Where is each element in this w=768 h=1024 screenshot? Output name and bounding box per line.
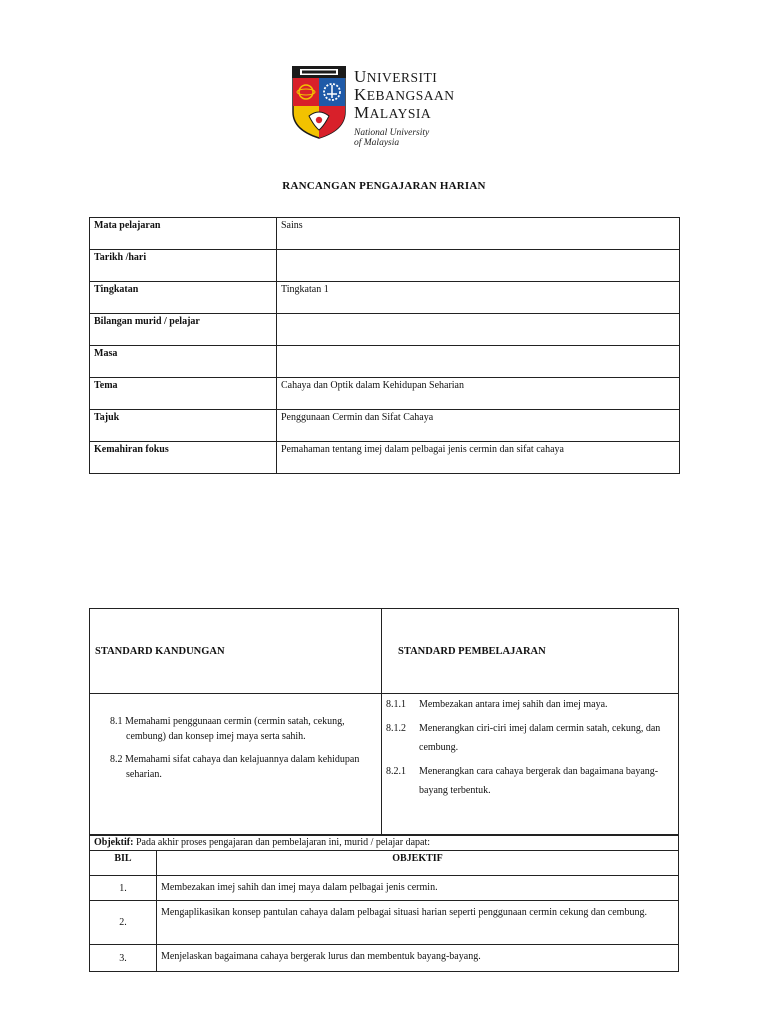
info-label: Masa [90,346,277,378]
info-label: Tingkatan [90,282,277,314]
pembelajaran-text: Membezakan antara imej sahih dan imej maya. [419,699,608,710]
logo-wordmark [354,68,455,148]
info-value [277,314,680,346]
info-label: Mata pelajaran [90,218,277,250]
info-row-topic [90,410,680,442]
standards-table [89,608,679,836]
standards-body-row [90,694,679,836]
objectives-intro-label: Objektif: [94,837,134,848]
objective-text: Membezakan imej sahih dan imej maya dalam pelbagai jenis cermin. [157,876,679,901]
info-label: Bilangan murid / pelajar [90,314,277,346]
kandungan-item: 8.2 Memahami sifat cahaya dan kelajuannya dalam kehidupan seharian. [110,754,360,780]
objective-number: 1. [90,876,157,901]
objectives-intro-row [90,835,679,851]
objective-text: Mengaplikasikan konsep pantulan cahaya dalam pelbagai situasi harian seperti penggunaan cermin cekung dan cembung. [157,901,679,945]
info-value: Sains [277,218,680,250]
pembelajaran-text: Menerangkan ciri-ciri imej dalam cermin satah, cekung, dan cembung. [419,723,661,753]
info-value: Cahaya dan Optik dalam Kehidupan Seharian [277,378,680,410]
logo-line-2: KEBANGSAAN [354,85,455,104]
logo-subtitle-1: National University [354,128,430,138]
pembelajaran-item [386,719,672,757]
logo-line-3: MALAYSIA [354,103,432,122]
info-label: Tajuk [90,410,277,442]
document-title: RANCANGAN PENGAJARAN HARIAN [282,180,486,192]
info-row-form [90,282,680,314]
info-value [277,346,680,378]
info-value: Penggunaan Cermin dan Sifat Cahaya [277,410,680,442]
info-label: Kemahiran fokus [90,442,277,474]
pembelajaran-number: 8.1.1 [386,699,406,710]
info-label: Tarikh /hari [90,250,277,282]
info-row-student-count [90,314,680,346]
objective-number: 2. [90,901,157,945]
column-header-bil: BIL [90,851,157,876]
standard-pembelajaran-header: STANDARD PEMBELAJARAN [382,609,679,694]
logo-line-1: UNIVERSITI [354,67,438,86]
info-value: Pemahaman tentang imej dalam pelbagai jenis cermin dan sifat cahaya [277,442,680,474]
standards-header-row [90,609,679,694]
objective-row [90,945,679,972]
info-value [277,250,680,282]
objectives-header-row [90,851,679,876]
standard-kandungan-cell [90,694,382,836]
objectives-table [89,834,679,972]
pembelajaran-number: 8.1.2 [386,723,406,734]
kandungan-item: 8.1 Memahami penggunaan cermin (cermin satah, cekung, cembung) dan konsep imej maya serta sahih. [110,716,345,742]
standard-pembelajaran-cell [382,694,679,836]
standard-kandungan-header: STANDARD KANDUNGAN [90,609,382,694]
crest-icon [290,64,348,140]
objective-row [90,901,679,945]
pembelajaran-item [386,695,672,714]
objectives-intro-text: Pada akhir proses pengajaran dan pembelajaran ini, murid / pelajar dapat: [133,837,431,848]
university-logo [290,62,460,148]
info-row-date [90,250,680,282]
objective-text: Menjelaskan bagaimana cahaya bergerak lurus dan membentuk bayang-bayang. [157,945,679,972]
logo-subtitle-2: of Malaysia [354,138,400,148]
info-value: Tingkatan 1 [277,282,680,314]
pembelajaran-number: 8.2.1 [386,766,406,777]
info-row-focus-skill [90,442,680,474]
info-label: Tema [90,378,277,410]
objectives-intro [90,835,679,851]
pembelajaran-text: Menerangkan cara cahaya bergerak dan bagaimana bayang-bayang terbentuk. [419,766,659,796]
objective-number: 3. [90,945,157,972]
info-row-theme [90,378,680,410]
pembelajaran-item [386,762,672,800]
info-row-time [90,346,680,378]
info-row-subject [90,218,680,250]
objective-row [90,876,679,901]
lesson-info-table [89,217,680,474]
column-header-objektif: OBJEKTIF [157,851,679,876]
